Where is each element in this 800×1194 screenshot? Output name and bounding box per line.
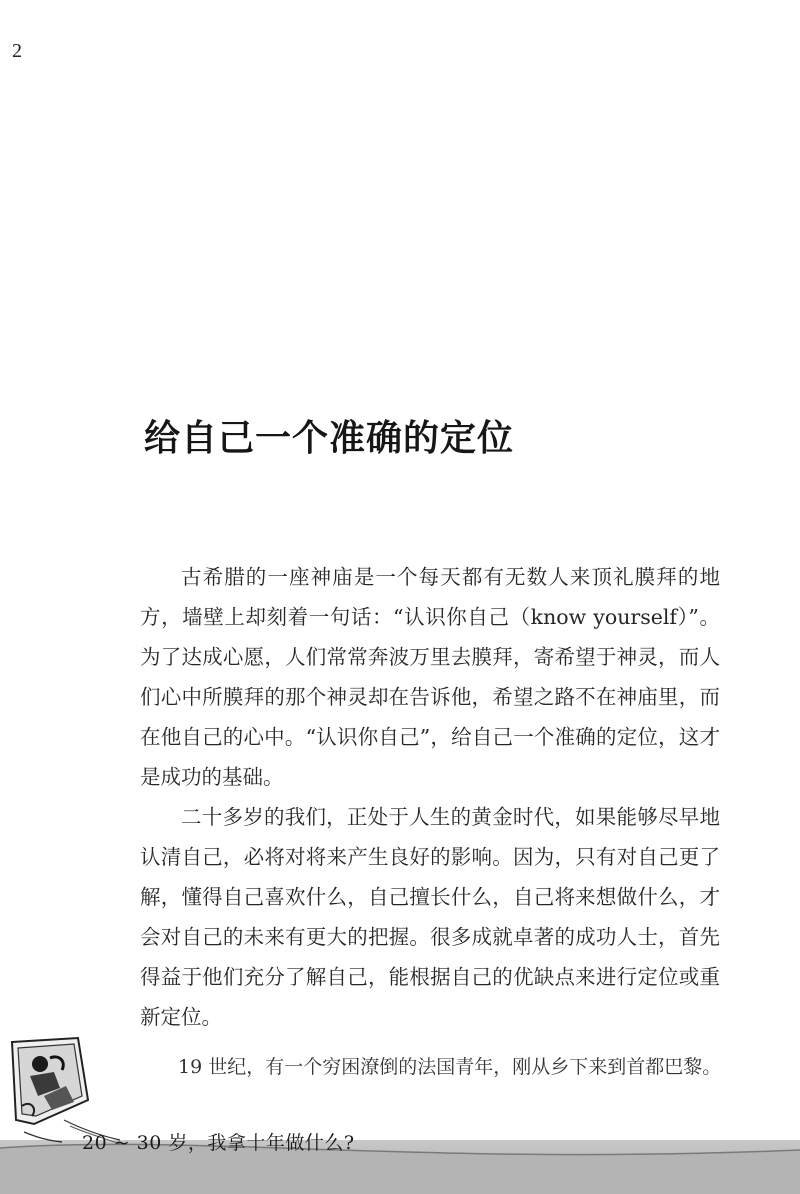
paragraph-1: 古希腊的一座神庙是一个每天都有无数人来顶礼膜拜的地方，墙壁上却刻着一句话：“认识你自己（know yourself）”。为了达成心愿，人们常常奔波万里去膜拜，寄希望于神灵，而人们心中所膜拜的那个神灵却在告诉他，希望之路不在神庙里，而在他自己的心中。“认识你自己”，给自己一个准确的定位，这才是成功的基础。 [140,565,720,789]
page-number: 2 [12,40,22,62]
paragraph-2: 二十多岁的我们，正处于人生的黄金时代，如果能够尽早地认清自己，必将对将来产生良好的影响。因为，只有对自己更了解，懂得自己喜欢什么，自己擅长什么，自己将来想做什么，才会对自己的未来有更大的把握。很多成就卓著的成功人士，首先得益于他们充分了解自己，能根据自己的优缺点来进行定位或重新定位。 [140,805,720,1029]
book-title: 20 ~ 30 岁，我拿十年做什么? [82,1132,355,1154]
paragraph-3: 19 世纪，有一个穷困潦倒的法国青年，刚从乡下来到首都巴黎。 [178,1056,722,1078]
chapter-title: 给自己一个准确的定位 [144,418,515,459]
body-text [140,557,720,1037]
